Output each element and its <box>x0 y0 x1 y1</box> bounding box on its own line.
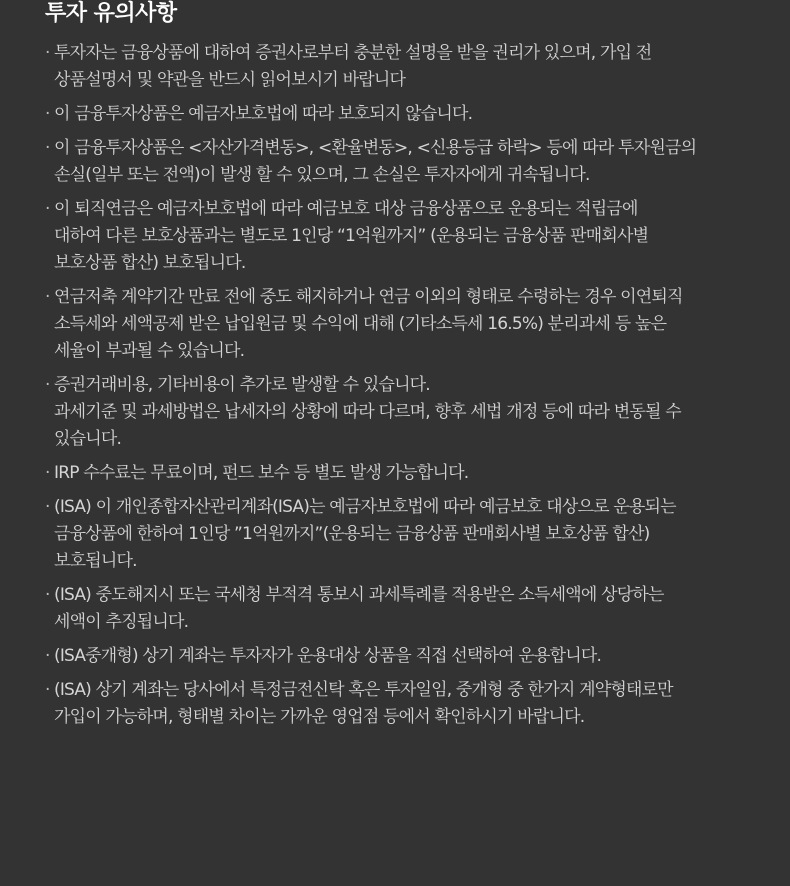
notice-list <box>45 40 765 738</box>
notice-item-text-line: 가입이 가능하며, 형태별 차이는 가까운 영업점 등에서 확인하시기 바랍니다. <box>54 707 585 727</box>
notice-item <box>45 101 765 128</box>
bullet-dot: · <box>45 287 50 307</box>
notice-item-text-line: 이 금융투자상품은 예금자보호법에 따라 보호되지 않습니다. <box>54 104 473 124</box>
notice-item-text-line: 보호상품 합산) 보호됩니다. <box>54 253 246 273</box>
notice-item <box>45 494 765 575</box>
bullet-dot: · <box>45 646 50 666</box>
bullet-dot: · <box>45 104 50 124</box>
notice-item-text-line: 이 퇴직연금은 예금자보호법에 따라 예금보호 대상 금융상품으로 운용되는 적립금에 <box>54 199 638 219</box>
notice-item-text-line: (ISA) 상기 계좌는 당사에서 특정금전신탁 혹은 투자일임, 중개형 중 한가지 계약형태로만 <box>54 680 673 700</box>
notice-item-text-line: (ISA) 중도해지시 또는 국세청 부적격 통보시 과세특례를 적용받은 소득세액에 상당하는 <box>54 585 664 605</box>
notice-item <box>45 460 765 487</box>
notice-item <box>45 135 765 189</box>
notice-item-text-line: 세율이 부과될 수 있습니다. <box>54 341 245 361</box>
notice-item <box>45 582 765 636</box>
notice-item <box>45 196 765 277</box>
notice-item <box>45 284 765 365</box>
notice-item-text-line: 손실(일부 또는 전액)이 발생 할 수 있으며, 그 손실은 투자자에게 귀속됩니다. <box>54 165 590 185</box>
bullet-dot: · <box>45 680 50 700</box>
bullet-dot: · <box>45 497 50 517</box>
notice-item-text-line: 연금저축 계약기간 만료 전에 중도 해지하거나 연금 이외의 형태로 수령하는 경우 이연퇴직 <box>54 287 683 307</box>
notice-item-text-line: (ISA) 이 개인종합자산관리계좌(ISA)는 예금자보호법에 따라 예금보호 대상으로 운용되는 <box>54 497 676 517</box>
notice-item-text-line: 보호됩니다. <box>54 551 137 571</box>
notice-item-text-line: 금융상품에 한하여 1인당 ”1억원까지”(운용되는 금융상품 판매회사별 보호상품 합산) <box>54 524 650 544</box>
notice-item-text-line: 투자자는 금융상품에 대하여 증권사로부터 충분한 설명을 받을 권리가 있으며, 가입 전 <box>54 43 652 63</box>
bullet-dot: · <box>45 138 50 158</box>
notice-item <box>45 40 765 94</box>
bullet-dot: · <box>45 199 50 219</box>
notice-item-text-line: 소득세와 세액공제 받은 납입원금 및 수익에 대해 (기타소득세 16.5%) 분리과세 등 높은 <box>54 314 667 334</box>
notice-item-text-line: 있습니다. <box>54 429 122 449</box>
notice-item <box>45 677 765 731</box>
notice-title: 투자 유의사항 <box>45 1 177 26</box>
notice-item <box>45 372 765 453</box>
notice-item <box>45 643 765 670</box>
notice-item-text-line: (ISA중개형) 상기 계좌는 투자자가 운용대상 상품을 직접 선택하여 운용합니다. <box>54 646 602 666</box>
bullet-dot: · <box>45 375 50 395</box>
bullet-dot: · <box>45 463 50 483</box>
bullet-dot: · <box>45 585 50 605</box>
notice-item-text-line: 상품설명서 및 약관을 반드시 읽어보시기 바랍니다 <box>54 70 406 90</box>
notice-item-text-line: 증권거래비용, 기타비용이 추가로 발생할 수 있습니다. <box>54 375 430 395</box>
notice-item-text-line: 과세기준 및 과세방법은 납세자의 상황에 따라 다르며, 향후 세법 개정 등에 따라 변동될 수 <box>54 402 681 422</box>
notice-item-text-line: 대하여 다른 보호상품과는 별도로 1인당 “1억원까지” (운용되는 금융상품 판매회사별 <box>54 226 649 246</box>
notice-item-text-line: IRP 수수료는 무료이며, 펀드 보수 등 별도 발생 가능합니다. <box>54 463 469 483</box>
notice-item-text-line: 세액이 추징됩니다. <box>54 612 189 632</box>
notice-item-text-line: 이 금융투자상품은 <자산가격변동>, <환율변동>, <신용등급 하락> 등에 따라 투자원금의 <box>54 138 697 158</box>
bullet-dot: · <box>45 43 50 63</box>
